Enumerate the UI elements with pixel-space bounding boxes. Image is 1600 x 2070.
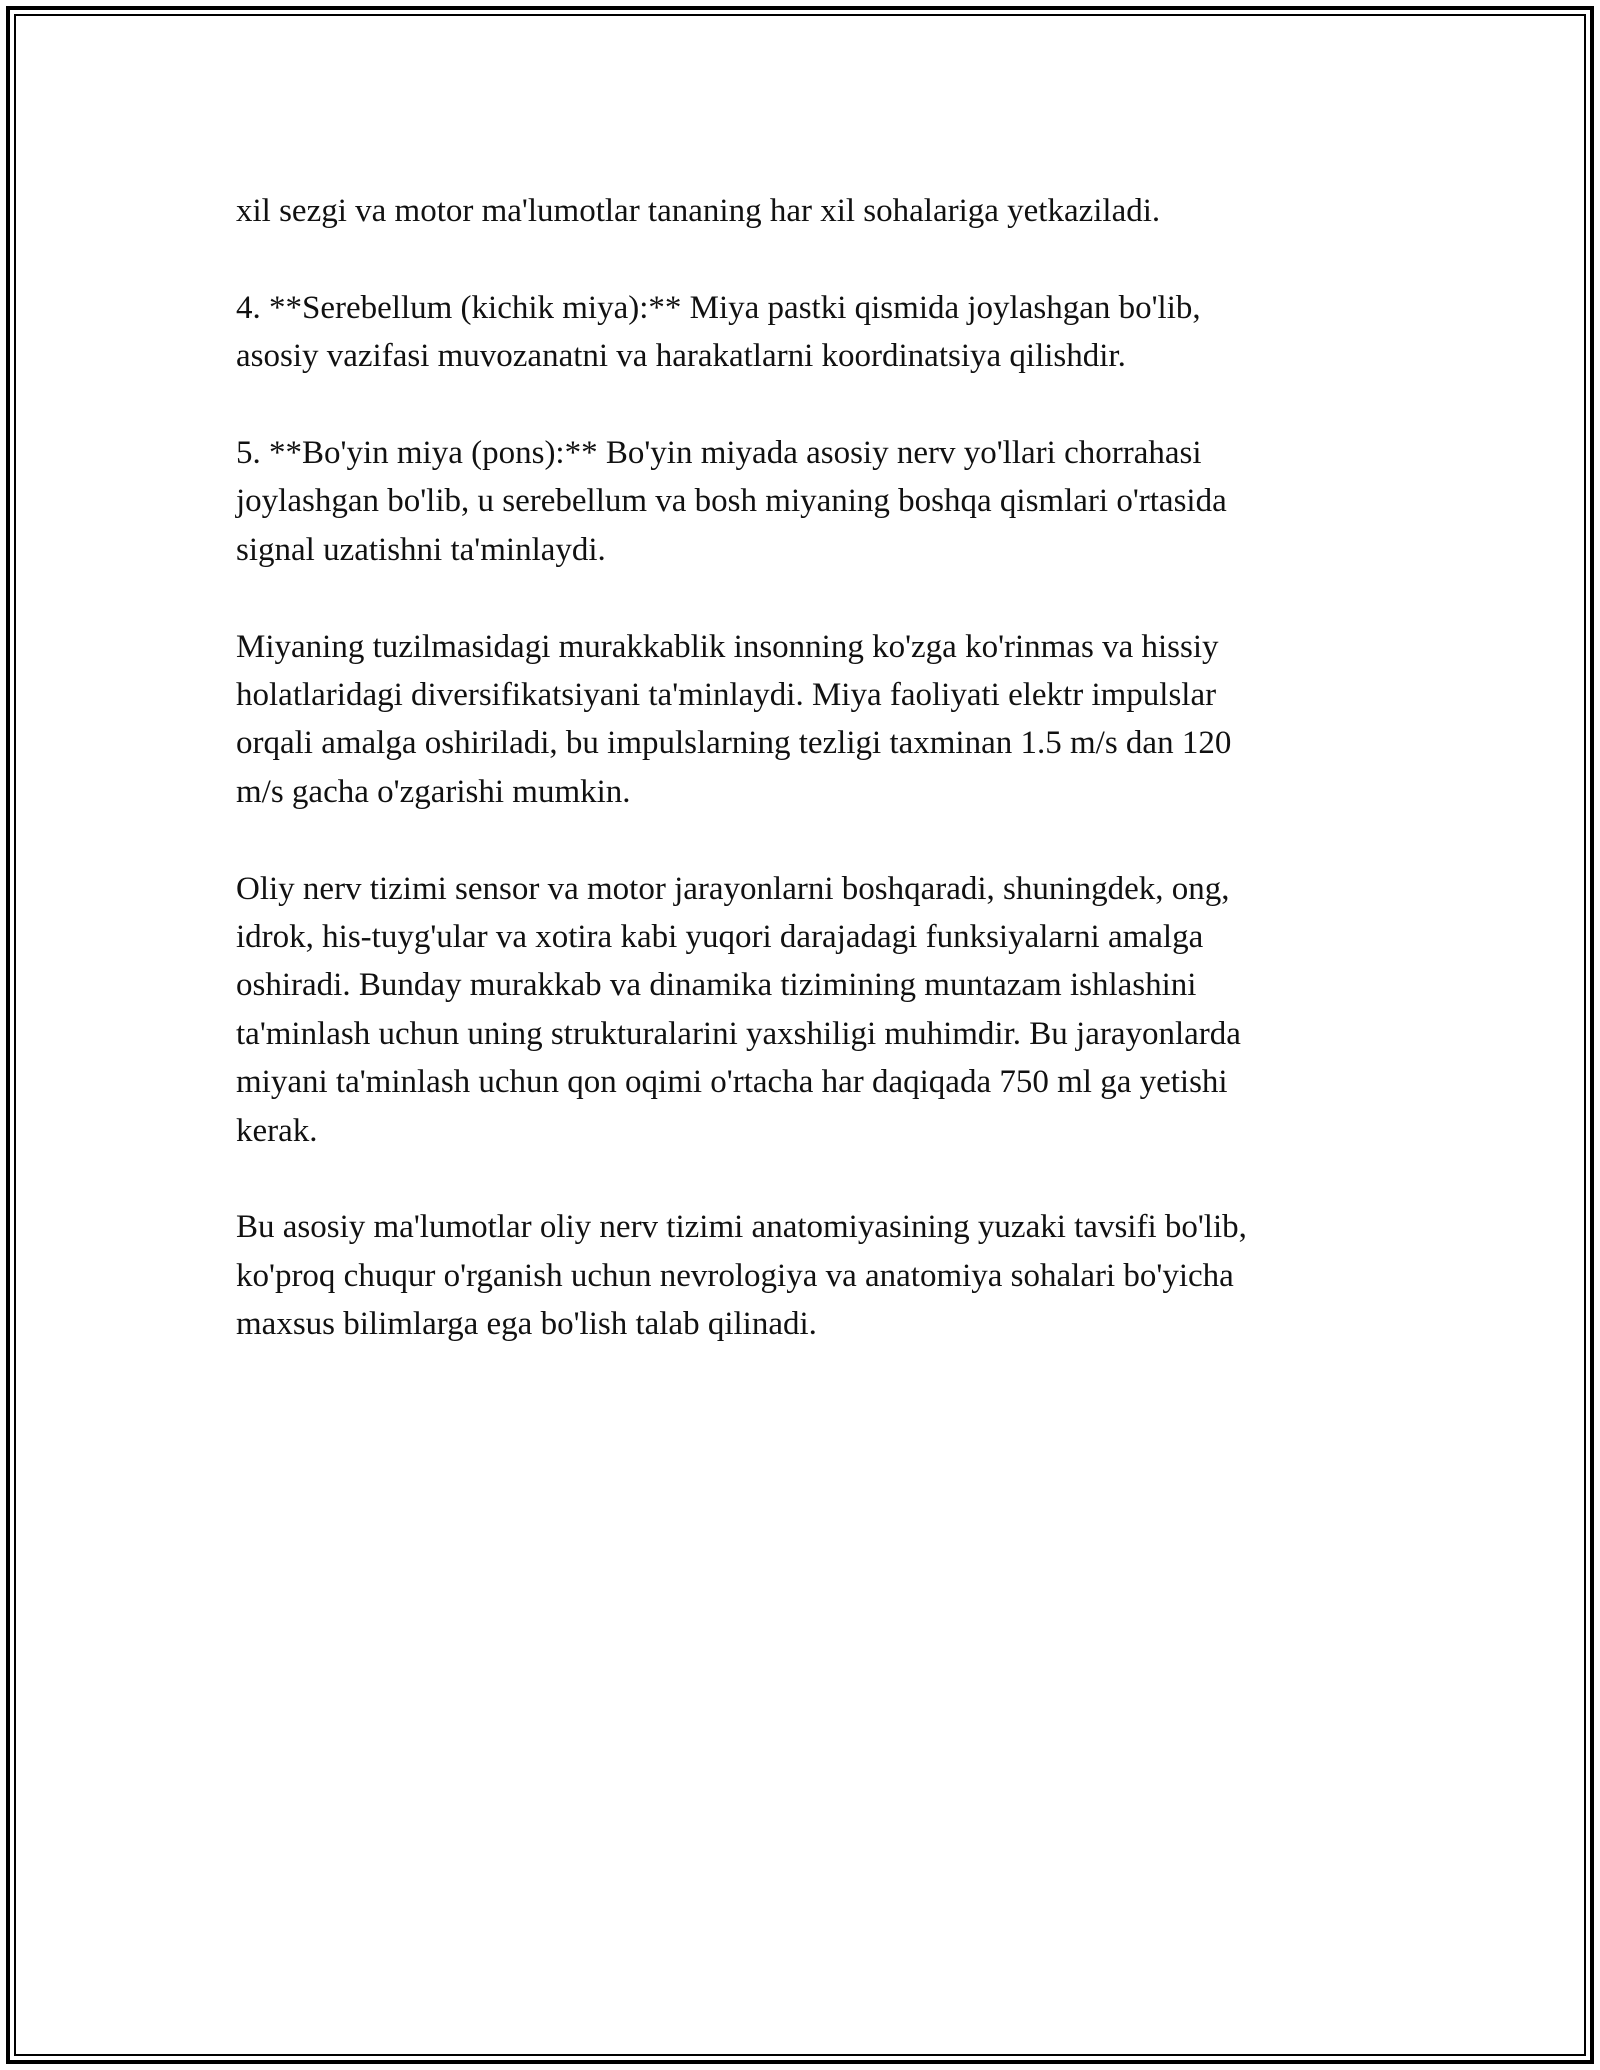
text-line: holatlaridagi diversifikatsiyani ta'minlaydi. Miya faoliyati elektr impulslar xyxy=(236,677,1217,714)
text-line: Miyaning tuzilmasidagi murakkablik insonning ko'zga ko'rinmas va hissiy xyxy=(236,628,1219,665)
text-line: oshiradi. Bunday murakkab va dinamika tizimining muntazam ishlashini xyxy=(236,967,1197,1004)
text-line: Bu asosiy ma'lumotlar oliy nerv tizimi anatomiyasining yuzaki tavsifi bo'lib, xyxy=(236,1209,1247,1246)
document-body xyxy=(236,187,1386,1397)
paragraph-cerebellum xyxy=(236,284,1386,381)
text-line: signal uzatishni ta'minlaydi. xyxy=(236,531,606,568)
text-line: orqali amalga oshiriladi, bu impulslarning tezligi taxminan 1.5 m/s dan 120 xyxy=(236,725,1232,762)
text-line: m/s gacha o'zgarishi mumkin. xyxy=(236,773,631,810)
text-line: miyani ta'minlash uchun qon oqimi o'rtacha har daqiqada 750 ml ga yetishi xyxy=(236,1064,1228,1101)
text-line: idrok, his-tuyg'ular va xotira kabi yuqori darajadagi funksiyalarni amalga xyxy=(236,919,1204,956)
paragraph-sensory-motor-tail xyxy=(236,187,1386,235)
text-line: maxsus bilimlarga ega bo'lish talab qilinadi. xyxy=(236,1306,817,1343)
text-line: xil sezgi va motor ma'lumotlar tananing har xil sohalariga yetkaziladi. xyxy=(236,193,1161,229)
text-line: Oliy nerv tizimi sensor va motor jarayonlarni boshqaradi, shuningdek, ong, xyxy=(236,870,1230,907)
text-line: ko'proq chuqur o'rganish uchun nevrologiya va anatomiya sohalari bo'yicha xyxy=(236,1257,1234,1294)
paragraph-pons xyxy=(236,429,1386,574)
text-line: ta'minlash uchun uning strukturalarini yaxshiligi muhimdir. Bu jarayonlarda xyxy=(236,1015,1241,1052)
text-line: asosiy vazifasi muvozanatni va harakatlarni koordinatsiya qilishdir. xyxy=(236,338,1126,375)
text-line: kerak. xyxy=(236,1112,318,1149)
text-line: 5. **Bo'yin miya (pons):** Bo'yin miyada asosiy nerv yo'llari chorrahasi xyxy=(236,435,1202,471)
paragraph-higher-nervous-system xyxy=(236,865,1386,1155)
paragraph-conclusion xyxy=(236,1203,1386,1348)
text-line: joylashgan bo'lib, u serebellum va bosh miyaning boshqa qismlari o'rtasida xyxy=(236,483,1227,520)
text-line: 4. **Serebellum (kichik miya):** Miya pastki qismida joylashgan bo'lib, xyxy=(236,289,1201,326)
paragraph-brain-complexity xyxy=(236,623,1386,817)
